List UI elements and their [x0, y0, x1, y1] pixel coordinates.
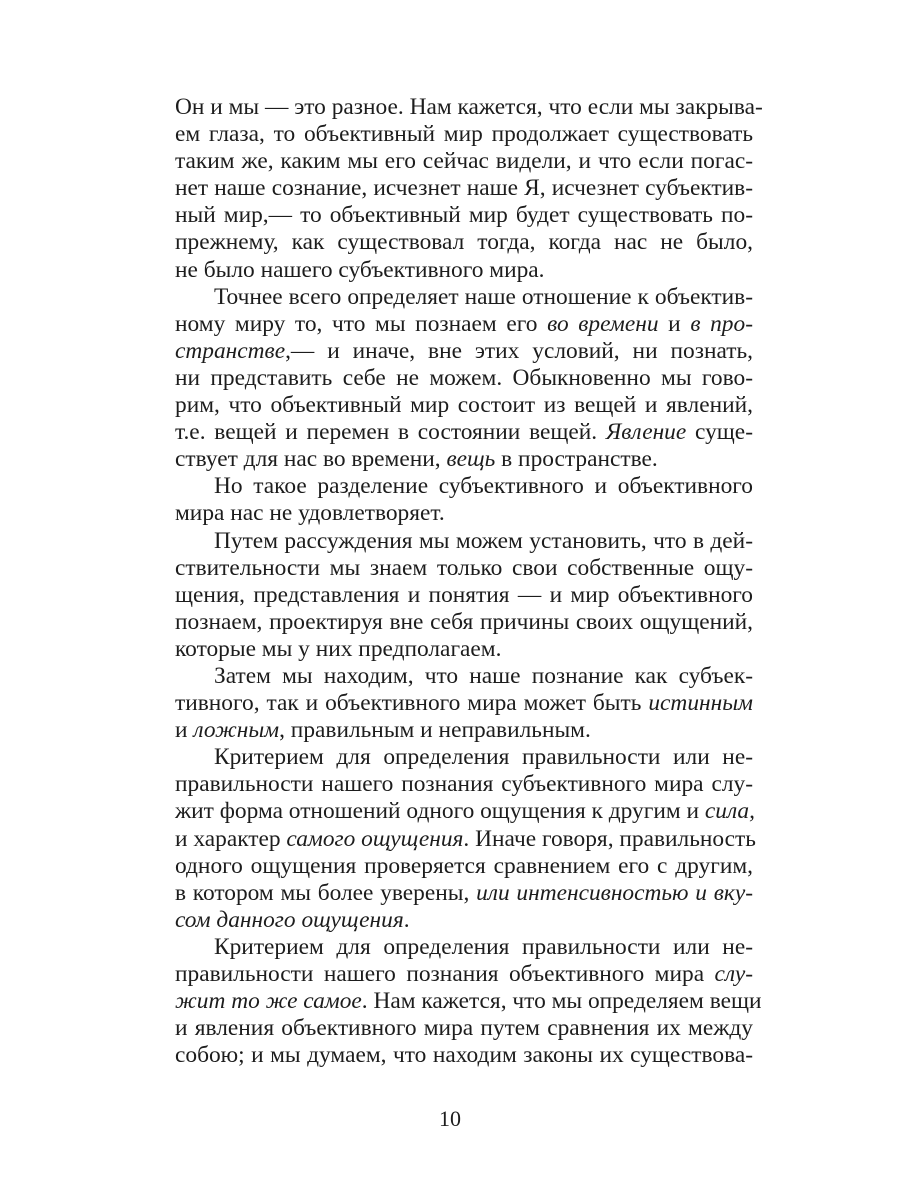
text-line — [175, 798, 753, 825]
text-line — [175, 365, 753, 392]
text-line — [175, 94, 763, 121]
text-line — [175, 257, 753, 284]
text-line — [175, 175, 753, 202]
text-run: ный мир,— то объективный мир будет существовать по- — [175, 202, 753, 229]
text-run: и — [658, 310, 691, 337]
text-line — [175, 825, 756, 853]
text-run: жит форма отношений одного ощущения к другим и — [175, 798, 705, 825]
italic-text: сила, — [704, 798, 755, 825]
text-line — [175, 771, 753, 798]
text-line — [175, 392, 753, 419]
text-run: Он и мы — это разное. Нам кажется, что если мы закрыва- — [175, 94, 763, 120]
text-run: таким же, каким мы его сейчас видели, и что если погас- — [175, 148, 753, 175]
text-line — [175, 690, 753, 717]
text-line — [175, 744, 753, 771]
paragraph — [175, 933, 762, 1069]
text-run: ем глаза, то объективный мир продолжает существовать — [175, 121, 753, 148]
italic-text: в про- — [690, 310, 753, 337]
paragraph — [175, 94, 763, 284]
text-run: т.е. вещей и перемен в состоянии вещей. — [175, 419, 606, 446]
paragraph — [175, 744, 756, 934]
text-line — [175, 284, 753, 311]
paragraph — [175, 663, 753, 744]
text-run: не было нашего субъективного мира. — [175, 256, 545, 283]
paragraph — [175, 284, 753, 474]
text-run: прежнему, как существовал тогда, когда нас не было, — [175, 229, 753, 256]
paragraph — [175, 473, 753, 527]
text-run: суще- — [686, 419, 753, 446]
text-run: ни представить себе не можем. Обыкновенно мы гово- — [175, 364, 753, 391]
text-run: познаем, проектируя вне себя причины своих ощущений, — [175, 608, 753, 635]
text-run: ,— и иначе, вне этих условий, ни познать, — [285, 337, 753, 364]
italic-text: во времени — [547, 310, 659, 337]
text-line — [175, 663, 753, 690]
italic-text: Явление — [605, 419, 687, 446]
text-line — [175, 500, 753, 527]
text-line — [175, 988, 762, 1015]
text-run: тивного, так и объективного мира может быть — [175, 690, 649, 717]
text-run: в пространстве. — [495, 446, 658, 473]
text-run: в котором мы более уверены, — [175, 879, 477, 906]
text-line — [175, 555, 753, 582]
body-text — [175, 94, 763, 1069]
text-run: и — [175, 717, 194, 744]
text-line — [175, 609, 753, 636]
text-run: мира нас не удовлетворяет. — [175, 500, 445, 527]
text-line — [175, 202, 753, 229]
text-line — [175, 148, 753, 175]
text-run: ствует для нас во времени, — [175, 446, 447, 473]
text-run: правильности нашего познания объективного мира — [175, 961, 715, 987]
italic-text: ложным — [193, 717, 280, 744]
text-line — [175, 907, 753, 934]
text-run: ствительности мы знаем только свои собственные ощу- — [175, 554, 753, 581]
text-line — [175, 934, 753, 961]
text-run: которые мы у них предполагаем. — [175, 635, 502, 662]
text-run: правильности нашего познания субъективного мира слу- — [175, 771, 753, 798]
italic-text: сом данного ощущения — [175, 906, 404, 933]
text-line — [175, 311, 753, 338]
text-line — [175, 961, 753, 988]
page-number: 10 — [439, 1106, 461, 1131]
text-line — [175, 1042, 753, 1069]
italic-text: слу- — [714, 961, 753, 987]
text-line — [175, 1015, 753, 1042]
text-line — [175, 880, 753, 907]
text-line — [175, 636, 753, 663]
text-line — [175, 121, 753, 148]
text-run: Затем мы находим, что наше познание как субъек- — [214, 662, 753, 689]
text-run: Критерием для определения правильности или не- — [214, 933, 753, 960]
italic-text: жит то же самое — [175, 988, 362, 1015]
text-run: и явления объективного мира путем сравнения их между — [175, 1015, 753, 1042]
text-line — [175, 446, 753, 473]
text-line — [175, 853, 753, 880]
text-run: . Иначе говоря, правильность — [463, 825, 756, 852]
text-line — [175, 582, 753, 609]
text-run: Путем рассуждения мы можем установить, что в дей- — [214, 527, 753, 554]
italic-text: вещь — [446, 446, 496, 473]
paragraph — [175, 528, 753, 663]
text-run: Точнее всего определяет наше отношение к объектив- — [214, 283, 753, 310]
text-line — [175, 717, 753, 744]
italic-text: странстве — [175, 337, 286, 364]
text-run: . — [403, 906, 410, 933]
text-run: рим, что объективный мир состоит из вещей и явлений, — [175, 392, 753, 419]
text-line — [175, 338, 753, 365]
text-line — [175, 528, 753, 555]
text-run: Но такое разделение субъективного и объективного — [214, 473, 753, 500]
italic-text: самого ощущения — [286, 825, 464, 852]
italic-text: истинным — [648, 690, 753, 717]
text-run: Критерием для определения правильности или не- — [214, 744, 753, 771]
text-run: нет наше сознание, исчезнет наше Я, исчезнет субъектив- — [175, 175, 753, 202]
text-line — [175, 419, 753, 446]
text-run: щения, представления и понятия — и мир объективного — [175, 581, 753, 608]
text-run: и характер — [175, 825, 287, 852]
italic-text: или интенсивностью и вку- — [476, 879, 753, 906]
text-line — [175, 473, 753, 500]
text-run: собою; и мы думаем, что находим законы их существова- — [175, 1042, 753, 1069]
text-run: . Нам кажется, что мы определяем вещи — [361, 988, 762, 1015]
text-run: , правильным и неправильным. — [279, 717, 591, 744]
text-run: ному миру то, что мы познаем его — [175, 310, 548, 337]
text-line — [175, 229, 753, 256]
text-run: одного ощущения проверяется сравнением его с другим, — [175, 852, 753, 879]
